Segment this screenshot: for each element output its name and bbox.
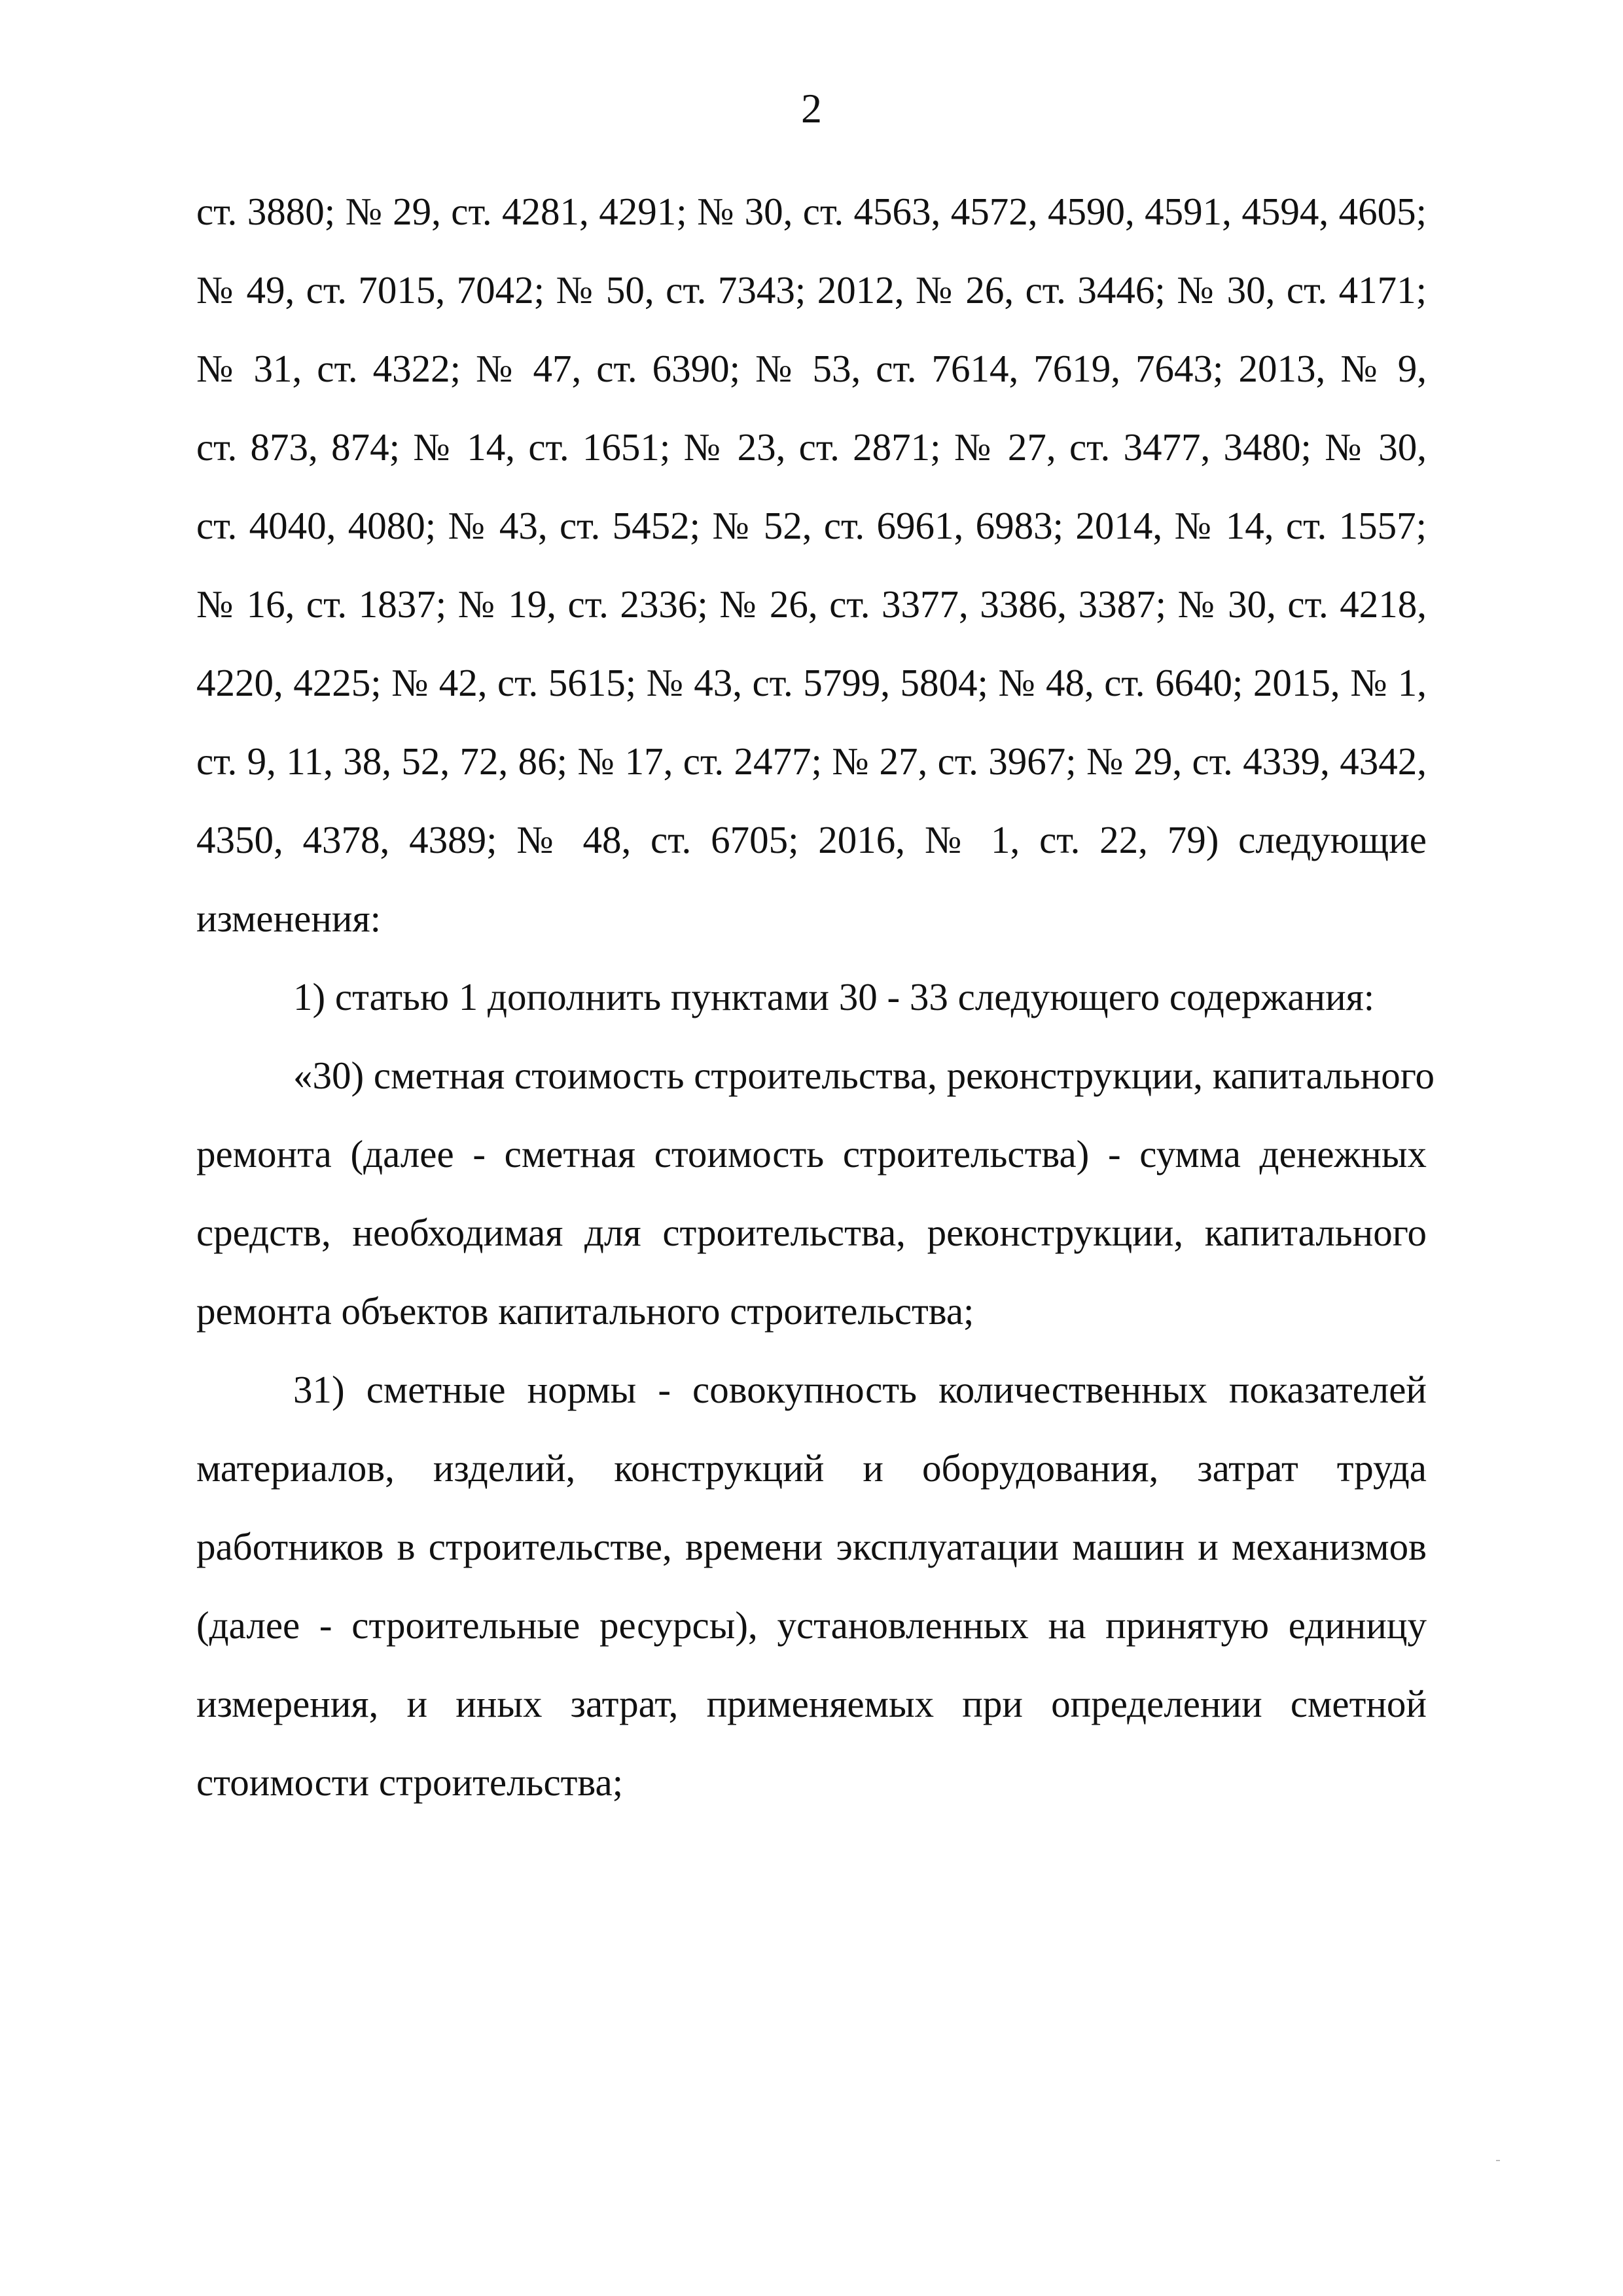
text-line: 4350, 4378, 4389; № 48, ст. 6705; 2016, № 1, ст. 22, 79) следующие — [196, 818, 1427, 861]
text-line: «30) сметная стоимость строительства, реконструкции, капитального — [293, 1054, 1435, 1097]
text-line: № 31, ст. 4322; № 47, ст. 6390; № 53, ст. 7614, 7619, 7643; 2013, № 9, — [196, 347, 1427, 390]
text-line: ст. 4040, 4080; № 43, ст. 5452; № 52, ст. 6961, 6983; 2014, № 14, ст. 1557; — [196, 504, 1427, 547]
text-line: (далее - строительные ресурсы), установленных на принятую единицу — [196, 1604, 1427, 1647]
text-line: № 16, ст. 1837; № 19, ст. 2336; № 26, ст. 3377, 3386, 3387; № 30, ст. 4218, — [196, 583, 1427, 626]
text-line: ремонта объектов капитального строительства; — [196, 1289, 974, 1333]
text-line: средств, необходимая для строительства, реконструкции, капитального — [196, 1211, 1427, 1254]
text-line: № 49, ст. 7015, 7042; № 50, ст. 7343; 2012, № 26, ст. 3446; № 30, ст. 4171; — [196, 268, 1427, 312]
text-line: ст. 3880; № 29, ст. 4281, 4291; № 30, ст. 4563, 4572, 4590, 4591, 4594, 4605; — [196, 190, 1427, 233]
list-item-heading: 1) статью 1 дополнить пунктами 30 - 33 следующего содержания: — [293, 975, 1375, 1018]
text-line: ст. 873, 874; № 14, ст. 1651; № 23, ст. 2871; № 27, ст. 3477, 3480; № 30, — [196, 425, 1427, 469]
text-line: работников в строительстве, времени эксплуатации машин и механизмов — [196, 1525, 1427, 1568]
text-line: материалов, изделий, конструкций и оборудования, затрат труда — [196, 1446, 1427, 1490]
text-line: стоимости строительства; — [196, 1761, 624, 1804]
text-line: ст. 9, 11, 38, 52, 72, 86; № 17, ст. 2477; № 27, ст. 3967; № 29, ст. 4339, 4342, — [196, 740, 1427, 783]
text-line: измерения, и иных затрат, применяемых при определении сметной — [196, 1682, 1427, 1725]
text-line: 4220, 4225; № 42, ст. 5615; № 43, ст. 5799, 5804; № 48, ст. 6640; 2015, № 1, — [196, 661, 1427, 704]
page-number: 2 — [801, 85, 822, 132]
text-line: 31) сметные нормы - совокупность количественных показателей — [293, 1368, 1427, 1411]
text-line: ремонта (далее - сметная стоимость строительства) - сумма денежных — [196, 1132, 1427, 1175]
text-line: изменения: — [196, 897, 382, 940]
scan-speck — [1496, 2160, 1500, 2161]
